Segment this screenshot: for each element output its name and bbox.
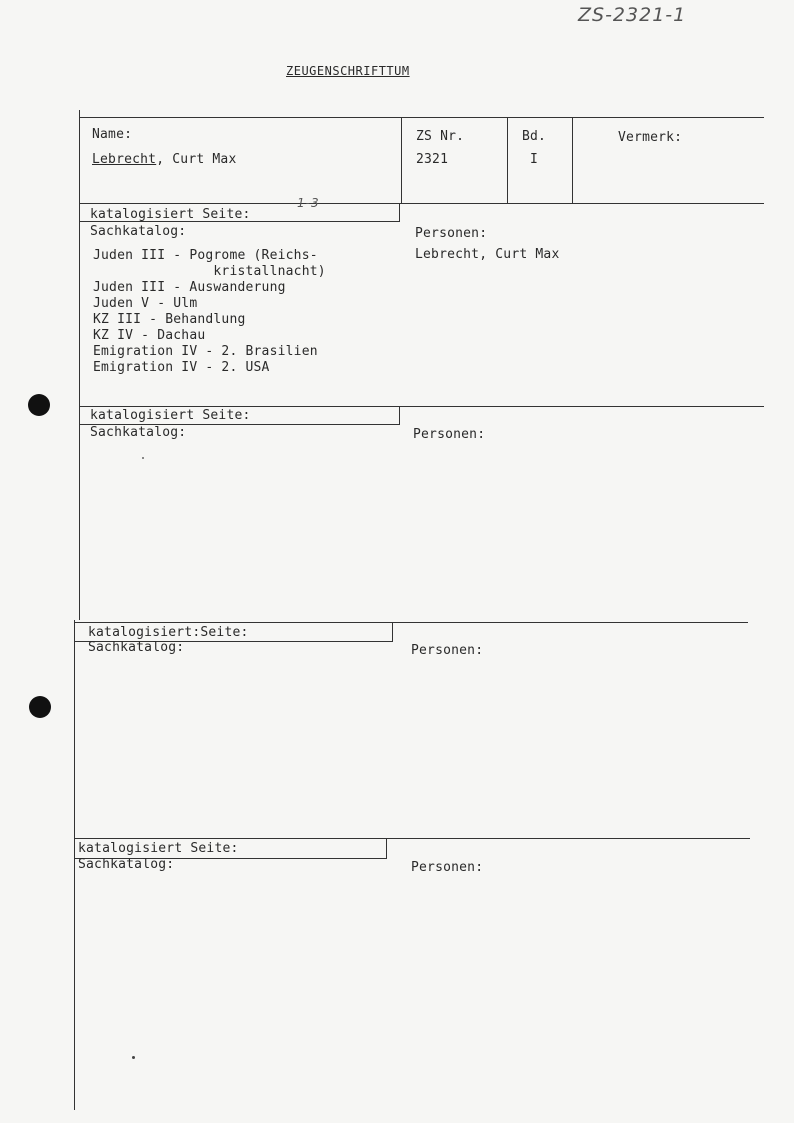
given-names: , Curt Max [156,152,237,167]
section-3-sach-label: Sachkatalog: [88,640,185,655]
header-divider-bd [572,117,573,203]
sach-entry: kristallnacht) [93,264,326,279]
sach-entry: Emigration IV - 2. Brasilien [93,344,318,359]
section-2-sach-label: Sachkatalog: [90,425,187,440]
section-1-katalog-label: katalogisiert Seite: [90,207,251,222]
section-2-label-box-right [399,406,400,424]
section-2-katalog-label: katalogisiert Seite: [90,408,251,423]
name-label: Name: [92,127,133,142]
document-title: ZEUGENSCHRIFTTUM [286,64,410,78]
section-2-personen-label: Personen: [413,427,486,442]
section-4-katalog-label: katalogisiert Seite: [78,841,239,856]
section-3-katalog-label: katalogisiert:Seite: [88,625,249,640]
section-1-sach-entries [93,248,326,376]
section-4-sach-label: Sachkatalog: [78,857,175,872]
section-1-sach-label: Sachkatalog: [90,224,187,239]
section-1-personen-label: Personen: [415,226,488,241]
bd-label: Bd. [522,129,547,144]
header-divider-zs [507,117,508,203]
section-3-top-line [74,622,748,623]
bd-value: I [530,152,539,167]
paper-speck [142,457,144,459]
paper-speck [132,1056,135,1059]
section-4-personen-label: Personen: [411,860,484,875]
section-4-label-box-right [386,838,387,858]
section-2-top-line [79,406,764,407]
header-divider-name [401,117,402,203]
sach-entry: Juden III - Pogrome (Reichs- [93,248,318,263]
punch-hole-top [28,394,50,416]
surname: Lebrecht [92,152,157,167]
section-3-label-box-right [392,622,393,641]
section-4-top-line [74,838,750,839]
header-bottom-line [79,203,764,204]
name-value [92,152,237,168]
section-1-label-box-right [399,203,400,221]
vermerk-label: Vermerk: [618,130,683,145]
section-1-personen-entry: Lebrecht, Curt Max [415,247,560,262]
sach-entry: Juden III - Auswanderung [93,280,286,295]
zs-label: ZS Nr. [416,129,465,144]
sach-entry: Emigration IV - 2. USA [93,360,270,375]
section-3-personen-label: Personen: [411,643,484,658]
sach-entry: Juden V - Ulm [93,296,198,311]
archive-number-handwritten: ZS-2321-1 [578,4,687,26]
punch-hole-bottom [29,696,51,718]
header-top-line [79,117,764,118]
frame-left-line-lower [74,620,75,1110]
sach-entry: KZ IV - Dachau [93,328,206,343]
frame-left-line-upper [79,110,80,620]
zs-value: 2321 [416,152,449,167]
sach-entry: KZ III - Behandlung [93,312,246,327]
section-1-page-note: 1-3 [297,196,320,210]
